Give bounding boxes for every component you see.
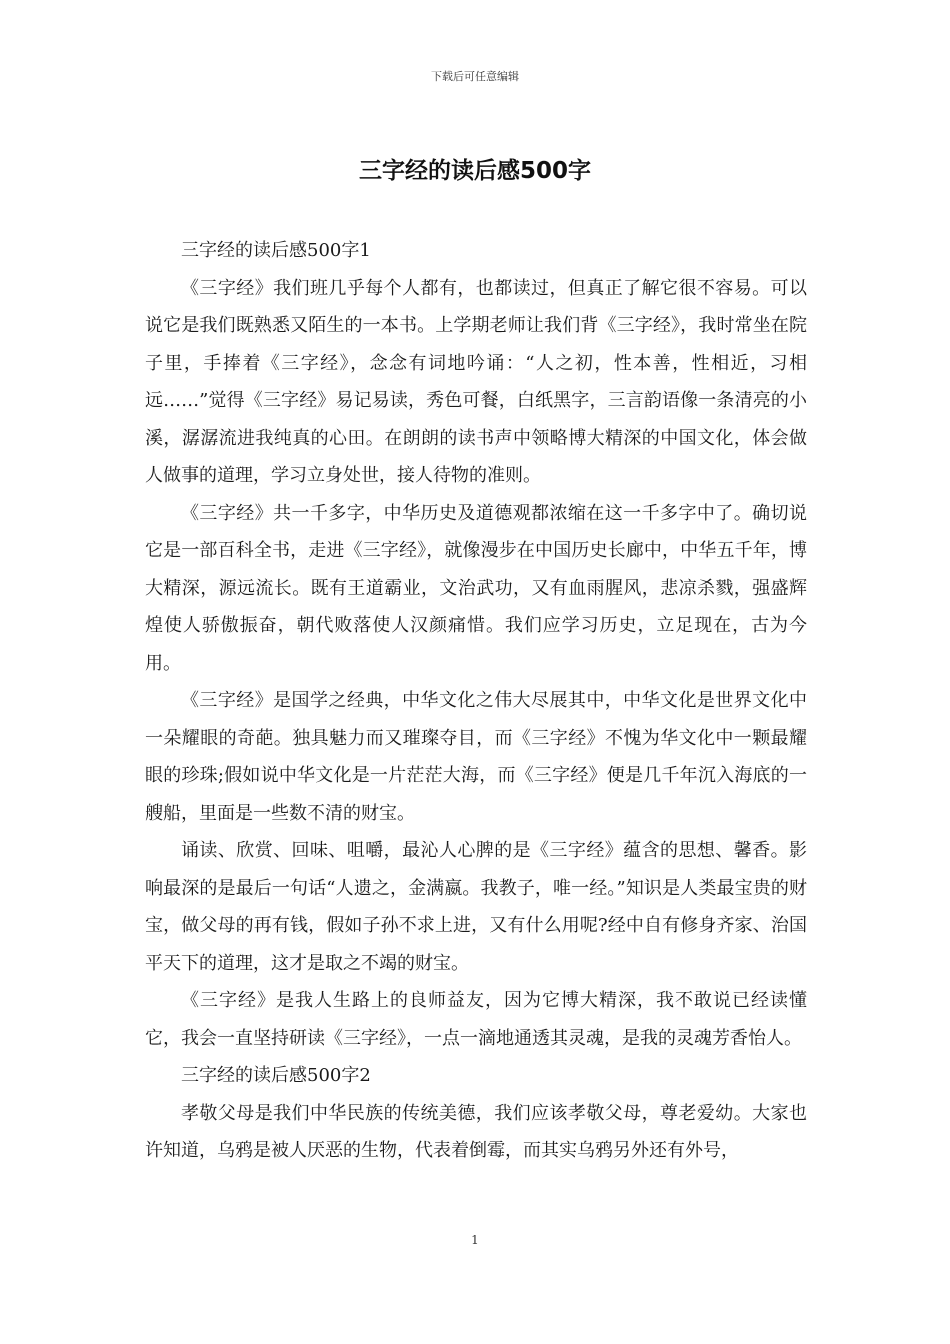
body-paragraph: 孝敬父母是我们中华民族的传统美德，我们应该孝敬父母，尊老爱幼。大家也许知道，乌鸦是被人厌恶的生物，代表着倒霉，而其实乌鸦另外还有外号， <box>145 1102 807 1161</box>
page-number: 1 <box>471 1233 479 1247</box>
section-heading-1: 三字经的读后感500字1 <box>181 240 371 261</box>
document-body <box>145 232 807 1170</box>
section-heading-2: 三字经的读后感500字2 <box>181 1065 371 1086</box>
body-paragraph: 《三字经》是我人生路上的良师益友，因为它博大精深，我不敢说已经读懂它，我会一直坚持研读《三字经》，一点一滴地通透其灵魂，是我的灵魂芳香怡人。 <box>145 990 807 1049</box>
document-title: 三字经的读后感500字 <box>358 158 591 184</box>
body-paragraph: 诵读、欣赏、回味、咀嚼，最沁人心脾的是《三字经》蕴含的思想、馨香。影响最深的是最后一句话“人遗之，金满嬴。我教子，唯一经。”知识是人类最宝贵的财宝，做父母的再有钱，假如子孙不求上进，又有什么用呢?经中自有修身齐家、治国平天下的道理，这才是取之不竭的财宝。 <box>145 840 807 974</box>
body-paragraph: 《三字经》共一千多字，中华历史及道德观都浓缩在这一千多字中了。确切说它是一部百科全书，走进《三字经》，就像漫步在中国历史长廊中，中华五千年，博大精深，源远流长。既有王道霸业，文治武功，又有血雨腥风，悲凉杀戮，强盛辉煌使人骄傲振奋，朝代败落使人汉颜痛惜。我们应学习历史，立足现在，古为今用。 <box>145 502 807 674</box>
body-paragraph: 《三字经》我们班几乎每个人都有，也都读过，但真正了解它很不容易。可以说它是我们既熟悉又陌生的一本书。上学期老师让我们背《三字经》，我时常坐在院子里，手捧着《三字经》，念念有词地吟诵：“人之初，性本善，性相近，习相远……”觉得《三字经》易记易读，秀色可餐，白纸黑字，三言韵语像一条清亮的小溪，潺潺流进我纯真的心田。在朗朗的读书声中领略博大精深的中国文化，体会做人做事的道理，学习立身处世，接人待物的准则。 <box>145 277 807 486</box>
body-paragraph: 《三字经》是国学之经典，中华文化之伟大尽展其中，中华文化是世界文化中一朵耀眼的奇葩。独具魅力而又璀璨夺目，而《三字经》不愧为华文化中一颗最耀眼的珍珠;假如说中华文化是一片茫茫大海，而《三字经》便是几千年沉入海底的一艘船，里面是一些数不清的财宝。 <box>145 690 807 824</box>
page-header-note: 下载后可任意编辑 <box>431 70 519 83</box>
